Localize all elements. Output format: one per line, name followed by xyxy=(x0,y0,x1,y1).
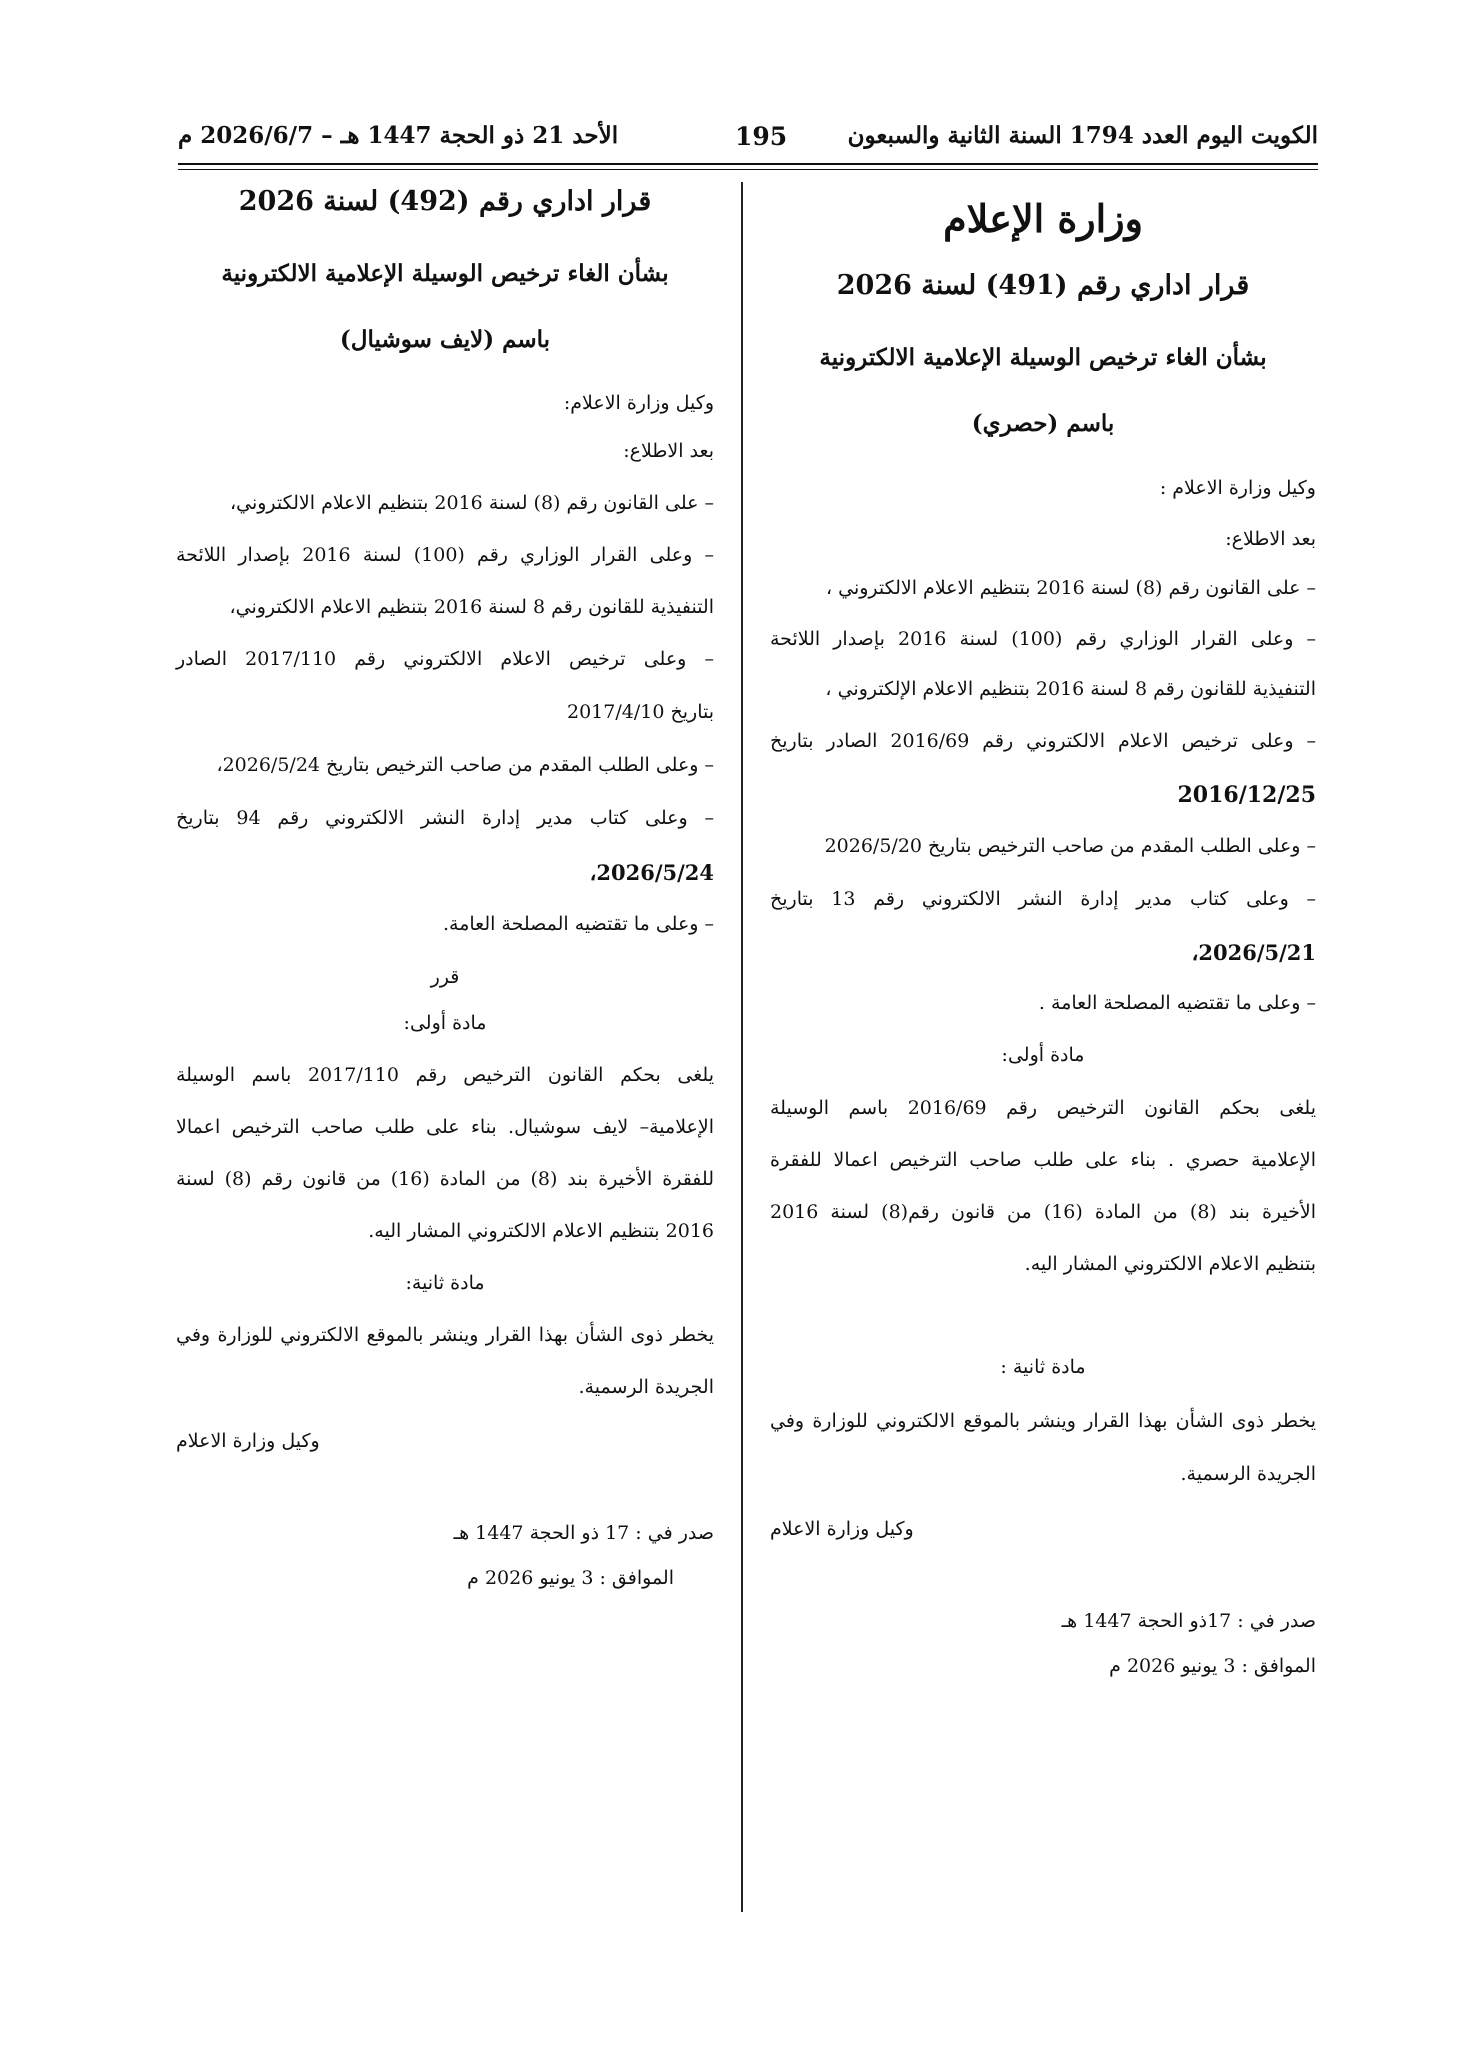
article-1-line-2: الإعلامية– لايف سوشيال. بناء على طلب صاحب الترخيص اعمالا xyxy=(176,1116,714,1138)
recital-3b: 2016/12/25 xyxy=(1177,782,1316,808)
article-1-title: مادة أولى: xyxy=(403,1012,487,1034)
signature: وكيل وزارة الاعلام xyxy=(770,1518,914,1540)
recital-4: – وعلى الطلب المقدم من صاحب الترخيص بتاريخ 2026/5/20 xyxy=(824,835,1316,857)
after-review: بعد الاطلاع: xyxy=(623,440,714,462)
recital-3a: – وعلى ترخيص الاعلام الالكتروني رقم 2017/110 الصادر xyxy=(176,648,714,670)
page-number: 195 xyxy=(735,122,788,151)
article-1-line-2: الإعلامية حصري . بناء على طلب صاحب الترخيص اعمالا للفقرة xyxy=(770,1149,1316,1171)
after-review: بعد الاطلاع: xyxy=(1225,528,1316,550)
ministry-heading: وزارة الإعلام xyxy=(943,196,1143,241)
decision-subject: بشأن الغاء ترخيص الوسيلة الإعلامية الالكترونية xyxy=(221,260,669,287)
article-1-line-1: يلغى بحكم القانون الترخيص رقم 2016/69 باسم الوسيلة xyxy=(770,1097,1316,1119)
decision-title: قرار اداري رقم (491) لسنة 2026 xyxy=(836,270,1250,301)
column-divider xyxy=(741,182,743,1912)
article-1-title: مادة أولى: xyxy=(1001,1044,1085,1066)
decision-subject: بشأن الغاء ترخيص الوسيلة الإعلامية الالكترونية xyxy=(819,344,1267,371)
recital-2a: – وعلى القرار الوزاري رقم (100) لسنة 2016 بإصدار اللائحة xyxy=(176,544,714,566)
article-1-line-3: للفقرة الأخيرة بند (8) من المادة (16) من قانون رقم (8) لسنة xyxy=(176,1168,714,1190)
recital-6: – وعلى ما تقتضيه المصلحة العامة. xyxy=(442,913,714,935)
signature: وكيل وزارة الاعلام xyxy=(176,1430,320,1452)
recital-2b: التنفيذية للقانون رقم 8 لسنة 2016 بتنظيم الاعلام الالكتروني، xyxy=(229,596,714,618)
recital-6: – وعلى ما تقتضيه المصلحة العامة . xyxy=(1038,992,1316,1014)
recital-3a: – وعلى ترخيص الاعلام الالكتروني رقم 2016/69 الصادر بتاريخ xyxy=(770,730,1316,752)
article-1-line-4: بتنظيم الاعلام الالكتروني المشار اليه. xyxy=(1024,1253,1316,1275)
article-2-title: مادة ثانية: xyxy=(405,1272,485,1294)
recital-5b: 2026/5/24، xyxy=(589,860,714,885)
article-2-title: مادة ثانية : xyxy=(1000,1356,1086,1378)
header-gazette-issue: الكويت اليوم العدد 1794 السنة الثانية والسبعون xyxy=(847,122,1318,149)
issuer-line: وكيل وزارة الاعلام: xyxy=(563,392,714,414)
issued-date: صدر في : 17ذو الحجة 1447 هـ xyxy=(1061,1610,1316,1632)
corresponding-date: الموافق : 3 يونيو 2026 م xyxy=(467,1567,674,1589)
article-1-line-4: 2016 بتنظيم الاعلام الالكتروني المشار اليه. xyxy=(368,1220,714,1242)
header-rule-thin xyxy=(178,169,1318,170)
article-1-line-1: يلغى بحكم القانون الترخيص رقم 2017/110 باسم الوسيلة xyxy=(176,1064,715,1086)
recital-5a: – وعلى كتاب مدير إدارة النشر الالكتروني رقم 13 بتاريخ xyxy=(770,888,1317,910)
article-2-line-2: الجريدة الرسمية. xyxy=(578,1376,714,1398)
recital-3b: بتاريخ 2017/4/10 xyxy=(567,701,714,723)
issuer-line: وكيل وزارة الاعلام : xyxy=(1159,477,1316,499)
header-date: الأحد 21 ذو الحجة 1447 هـ – 2026/6/7 م xyxy=(178,122,619,149)
corresponding-date: الموافق : 3 يونيو 2026 م xyxy=(1109,1655,1316,1677)
recital-5b: 2026/5/21، xyxy=(1191,940,1316,965)
decision-name: باسم (حصري) xyxy=(971,410,1115,437)
recital-4: – وعلى الطلب المقدم من صاحب الترخيص بتاريخ 2026/5/24، xyxy=(216,754,714,776)
article-2-line-2: الجريدة الرسمية. xyxy=(1180,1463,1316,1485)
recital-5a: – وعلى كتاب مدير إدارة النشر الالكتروني رقم 94 بتاريخ xyxy=(176,807,715,829)
decision-title: قرار اداري رقم (492) لسنة 2026 xyxy=(238,186,652,217)
issued-date: صدر في : 17 ذو الحجة 1447 هـ xyxy=(453,1522,714,1544)
article-2-line-1: يخطر ذوى الشأن بهذا القرار وينشر بالموقع الالكتروني للوزارة وفي xyxy=(770,1410,1316,1432)
decided-word: قرر xyxy=(430,966,460,988)
page-header xyxy=(178,122,1318,156)
article-1-line-3: الأخيرة بند (8) من المادة (16) من قانون رقم(8) لسنة 2016 xyxy=(770,1201,1316,1223)
recital-1: – على القانون رقم (8) لسنة 2016 بتنظيم الاعلام الالكتروني ، xyxy=(825,577,1316,599)
header-rule-thick xyxy=(178,163,1318,165)
decision-name: باسم (لايف سوشيال) xyxy=(339,326,551,353)
article-2-line-1: يخطر ذوى الشأن بهذا القرار وينشر بالموقع الالكتروني للوزارة وفي xyxy=(176,1324,714,1346)
recital-2a: – وعلى القرار الوزاري رقم (100) لسنة 2016 بإصدار اللائحة xyxy=(770,628,1316,650)
recital-2b: التنفيذية للقانون رقم 8 لسنة 2016 بتنظيم الاعلام الإلكتروني ، xyxy=(825,678,1316,700)
recital-1: – على القانون رقم (8) لسنة 2016 بتنظيم الاعلام الالكتروني، xyxy=(229,492,714,514)
